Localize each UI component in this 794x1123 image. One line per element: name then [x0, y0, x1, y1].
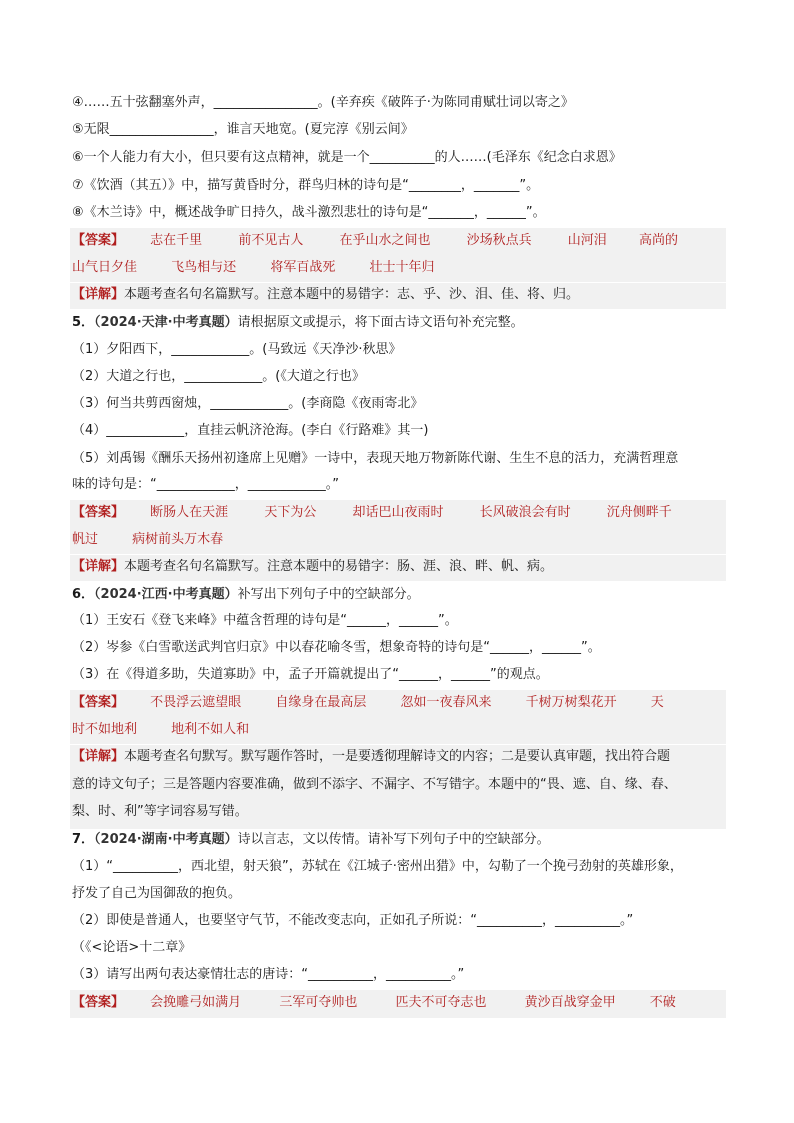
answer-label: 【答案】	[72, 505, 125, 520]
answer-label: 【答案】	[72, 233, 125, 248]
q5-item-3: （3）何当共剪西窗烛，____________。(李商隐《夜雨寄北》	[72, 396, 424, 411]
q7-item-2-line-1: （2）即使是普通人，也要坚守气节，不能改变志向，正如孔子所说：“__________，__________。”	[72, 913, 634, 928]
q6-stem	[72, 586, 724, 604]
answer-item: 匹夫不可夺志也	[395, 995, 487, 1010]
answer-item: 会挽雕弓如满月	[150, 995, 242, 1010]
question-number: 7．	[72, 832, 95, 847]
q5-item-5-line-2: 味的诗句是：“____________，____________。”	[72, 477, 339, 492]
q6-item-3: （3）在《得道多助，失道寡助》中，孟子开篇就提出了“______，______”的观点。	[72, 667, 549, 682]
q5-stem	[72, 314, 724, 332]
answer-item: 前不见古人	[238, 233, 304, 248]
answer-item: 三军可夺帅也	[279, 995, 358, 1010]
q4-answer-line-2	[72, 259, 724, 277]
answer-item: 高尚的	[638, 233, 678, 248]
q5-item-2: （2）大道之行也，____________。(《大道之行也》	[72, 369, 365, 384]
answer-item: 不畏浮云遮望眼	[150, 695, 242, 710]
answer-item: 地利不如人和	[171, 722, 250, 737]
question-source: （2024·江西·中考真题）	[94, 587, 238, 602]
answer-item: 忽如一夜春风来	[400, 695, 492, 710]
q4-answer-line-1	[72, 232, 724, 250]
q4-item-8: ⑧《木兰诗》中，概述战争旷日持久，战斗激烈悲壮的诗句是“_______，______”。	[72, 205, 546, 220]
detail-text: 本题考查名句默写。默写题作答时，一是要透彻理解诗文的内容；二是要认真审题，找出符合题	[124, 749, 671, 764]
question-source: （2024·湖南·中考真题）	[94, 832, 238, 847]
answer-item: 却话巴山夜雨时	[352, 505, 444, 520]
q5-item-1: （1）夕阳西下，____________。(马致远《天净沙·秋思》	[72, 342, 402, 357]
answer-item: 黄沙百战穿金甲	[524, 995, 616, 1010]
answer-item: 壮士十年归	[369, 260, 435, 275]
answer-item: 帆过	[72, 532, 99, 547]
detail-label: 【详解】	[72, 287, 125, 302]
answer-item: 不破	[649, 995, 676, 1010]
answer-item: 天	[650, 695, 664, 710]
q7-item-1-line-1: （1）“__________，西北望，射天狼”，苏轼在《江城子·密州出猎》中，勾勒了一个挽弓劲射的英雄形象，	[72, 859, 683, 874]
q6-detail-line-1	[72, 748, 724, 766]
answer-item: 沉舟侧畔千	[606, 505, 672, 520]
q4-item-7: ⑦《饮酒（其五）》中，描写黄昏时分，群鸟归林的诗句是“________，_______”。	[72, 178, 540, 193]
answer-item: 天下为公	[264, 505, 317, 520]
q5-answer-line-2	[72, 531, 724, 549]
question-stem: 补写出下列句子中的空缺部分。	[237, 587, 420, 602]
answer-item: 在乎山水之间也	[339, 233, 431, 248]
question-number: 6．	[72, 587, 95, 602]
answer-item: 将军百战死	[270, 260, 336, 275]
answer-item: 山河泪	[567, 233, 607, 248]
question-source: （2024·天津·中考真题）	[94, 315, 238, 330]
q5-detail	[72, 558, 724, 576]
question-stem: 诗以言志，文以传情。请补写下列句子中的空缺部分。	[237, 832, 550, 847]
q4-detail	[72, 286, 724, 304]
q7-answer-line-1	[72, 994, 724, 1012]
answer-item: 病树前头万木春	[132, 532, 224, 547]
q7-item-1-line-2: 抒发了自己为国御敌的抱负。	[72, 886, 242, 901]
answer-item: 飞鸟相与还	[171, 260, 237, 275]
q4-item-6: ⑥一个人能力有大小，但只要有这点精神，就是一个__________的人……(毛泽东《纪念白求恩》	[72, 150, 622, 165]
detail-text: 本题考查名句名篇默写。注意本题中的易错字：志、乎、沙、泪、佳、将、归。	[124, 287, 580, 302]
detail-label: 【详解】	[72, 559, 125, 574]
answer-label: 【答案】	[72, 995, 125, 1010]
question-stem: 请根据原文或提示，将下面古诗文语句补充完整。	[237, 315, 524, 330]
answer-item: 千树万树梨花开	[525, 695, 617, 710]
answer-item: 山气日夕佳	[72, 260, 138, 275]
q6-item-1: （1）王安石《登飞来峰》中蕴含哲理的诗句是“______，______”。	[72, 613, 458, 628]
detail-text: 本题考查名句名篇默写。注意本题中的易错字：肠、涯、浪、畔、帆、病。	[124, 559, 554, 574]
q6-detail-line-3: 梨、时、利”等字词容易写错。	[72, 804, 248, 819]
q6-answer-line-2	[72, 721, 724, 739]
answer-item: 断肠人在天涯	[150, 505, 229, 520]
q6-answer-line-1	[72, 694, 724, 712]
q4-item-4: ④……五十弦翻塞外声，________________。(辛弃疾《破阵子·为陈同甫赋壮词以寄之》	[72, 95, 574, 110]
q7-stem	[72, 831, 724, 849]
detail-label: 【详解】	[72, 749, 125, 764]
answer-item: 志在千里	[150, 233, 203, 248]
answer-label: 【答案】	[72, 695, 125, 710]
q7-item-3: （3）请写出两句表达豪情壮志的唐诗：“__________，__________。”	[72, 967, 465, 982]
answer-item: 长风破浪会有时	[479, 505, 571, 520]
answer-item: 沙场秋点兵	[466, 233, 532, 248]
q6-item-2: （2）岑参《白雪歌送武判官归京》中以春花喻冬雪，想象奇特的诗句是“______，______”。	[72, 640, 601, 655]
q5-answer-line-1	[72, 504, 724, 522]
answer-item: 自缘身在最高层	[275, 695, 367, 710]
q7-item-2-line-2: （《<论语>十二章》	[72, 940, 192, 955]
answer-item: 时不如地利	[72, 722, 138, 737]
question-number: 5．	[72, 315, 95, 330]
q4-item-5: ⑤无限________________，谁言天地宽。(夏完淳《别云间》	[72, 122, 414, 137]
q6-detail-line-2: 意的诗文句子；三是答题内容要准确，做到不添字、不漏字、不写错字。本题中的“畏、遮、自、缘、春、	[72, 777, 677, 792]
q5-item-5-line-1: （5）刘禹锡《酬乐天扬州初逢席上见赠》一诗中，表现天地万物新陈代谢、生生不息的活力，充满哲理意	[72, 451, 679, 466]
q5-item-4: （4）____________，直挂云帆济沧海。(李白《行路难》其一)	[72, 423, 429, 438]
